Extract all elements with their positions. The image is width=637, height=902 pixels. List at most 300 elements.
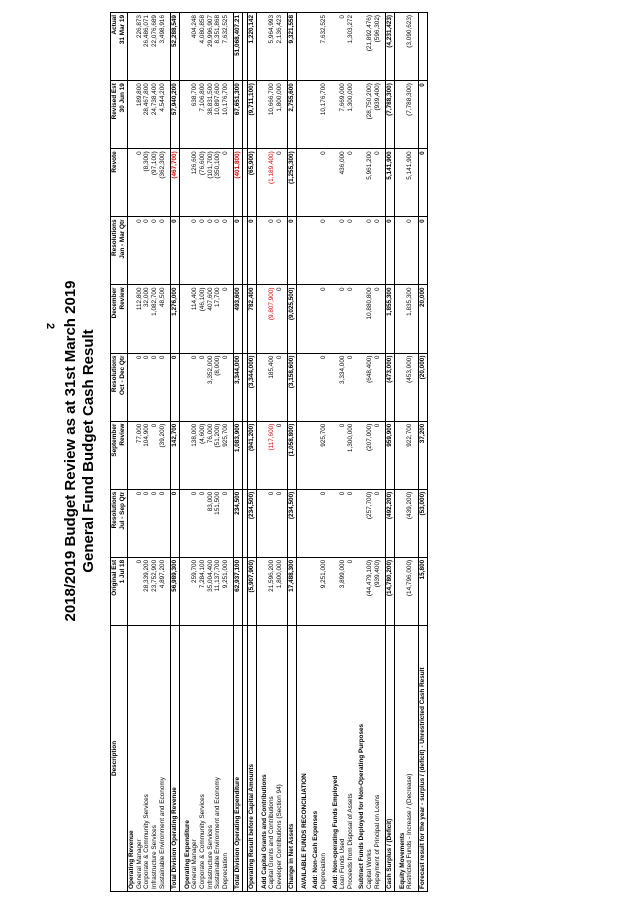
value-cell <box>128 421 136 489</box>
table-row <box>276 13 284 892</box>
value-cell: 38,831,500 <box>207 81 215 149</box>
value-cell: 0 <box>199 217 207 285</box>
table-header <box>111 13 128 892</box>
value-cell: (257,700) <box>366 489 374 557</box>
value-cell: (648,400) <box>366 353 374 421</box>
row-label: Capital Works <box>366 849 374 889</box>
value-cell: 0 <box>171 489 180 557</box>
row-label: Cash Surplus / (Deficit) <box>386 625 395 891</box>
value-cell <box>399 353 407 421</box>
column-header <box>111 13 128 81</box>
value-cell: 28,339,200 <box>143 557 151 625</box>
section-heading-row <box>128 13 136 892</box>
value-cell: 0 <box>151 353 159 421</box>
value-cell: (53,000) <box>419 489 428 557</box>
value-cell <box>332 285 340 353</box>
value-cell: 0 <box>339 13 347 81</box>
page-number: 2 <box>44 322 57 330</box>
value-cell: 226,873 <box>136 13 144 81</box>
value-cell: 17,700 <box>214 285 222 353</box>
value-cell <box>358 217 366 285</box>
value-cell: (76,600) <box>199 149 207 217</box>
value-cell <box>312 353 320 421</box>
column-header-line1: Description <box>111 740 118 777</box>
column-header-line2: Review <box>118 287 126 310</box>
value-cell: 436,000 <box>339 149 347 217</box>
column-header <box>111 149 128 217</box>
row-label: Repayment of Principal on Loans <box>373 794 381 889</box>
value-cell: (439,200) <box>406 489 414 557</box>
value-cell: (941,200) <box>247 421 256 489</box>
value-cell <box>312 81 320 149</box>
value-cell <box>312 489 320 557</box>
value-cell: 0 <box>222 489 230 557</box>
value-cell: 0 <box>320 489 328 557</box>
value-cell: (1,058,800) <box>288 421 297 489</box>
value-cell: 1,855,300 <box>386 285 395 353</box>
section-heading-row <box>399 13 407 892</box>
total-row <box>234 13 243 892</box>
row-label: Corporate & Community Services <box>198 794 206 889</box>
value-cell: 0 <box>222 285 230 353</box>
table-row <box>214 13 222 892</box>
value-cell: 51,068,407.21 <box>234 13 243 81</box>
value-cell <box>332 353 340 421</box>
value-cell: 0 <box>419 217 428 285</box>
value-cell: 1,303,272 <box>347 13 355 81</box>
row-label: Add: Non-operating Funds Employed <box>331 775 339 889</box>
value-cell: 138,000 <box>191 421 199 489</box>
value-cell: 112,800 <box>136 285 144 353</box>
table-row <box>366 13 374 892</box>
value-cell: 0 <box>276 489 284 557</box>
value-cell: (207,000) <box>366 421 374 489</box>
value-cell: 0 <box>171 353 180 421</box>
value-cell: 1,276,000 <box>171 285 180 353</box>
value-cell <box>184 149 192 217</box>
value-cell: 0 <box>374 353 382 421</box>
table-row <box>191 13 199 892</box>
value-cell: 0 <box>374 421 382 489</box>
value-cell <box>358 81 366 149</box>
value-cell: 0 <box>143 353 151 421</box>
value-cell <box>184 13 192 81</box>
value-cell <box>312 421 320 489</box>
column-header <box>111 217 128 285</box>
value-cell: 5,141,900 <box>386 149 395 217</box>
value-cell <box>399 421 407 489</box>
total-row <box>386 13 395 892</box>
section-heading-row <box>332 13 340 892</box>
value-cell <box>358 285 366 353</box>
row-label: Capital Grants and Contributions <box>268 796 276 889</box>
total-row <box>288 13 297 892</box>
value-cell: 0 <box>276 285 284 353</box>
value-cell: 0 <box>268 217 276 285</box>
value-cell: 1,083,900 <box>234 421 243 489</box>
value-cell: (117,600) <box>268 421 276 489</box>
value-cell <box>301 81 309 149</box>
value-cell: (51,200) <box>214 421 222 489</box>
value-cell: 0 <box>320 353 328 421</box>
value-cell <box>332 421 340 489</box>
column-header <box>111 353 128 421</box>
value-cell: 21,596,200 <box>268 557 276 625</box>
value-cell: 0 <box>151 489 159 557</box>
table-row <box>374 13 382 892</box>
row-label: Infrastructure Services <box>206 825 214 889</box>
column-header <box>111 489 128 557</box>
value-cell: 0 <box>159 217 167 285</box>
value-cell <box>128 353 136 421</box>
value-cell: (467,700) <box>171 149 180 217</box>
value-cell <box>184 217 192 285</box>
value-cell: 0 <box>159 489 167 557</box>
value-cell: 32,000 <box>143 285 151 353</box>
value-cell: 0 <box>374 285 382 353</box>
value-cell: 0 <box>136 149 144 217</box>
value-cell: (453,000) <box>406 353 414 421</box>
value-cell: (4,600) <box>199 421 207 489</box>
value-cell: 0 <box>222 217 230 285</box>
value-cell: 7,106,800 <box>199 81 207 149</box>
row-label: Infrastructure Services <box>150 825 158 889</box>
value-cell <box>128 217 136 285</box>
row-label: Subtract Funds Deployed for Non-Operating Purposes <box>358 723 366 889</box>
value-cell <box>184 489 192 557</box>
value-cell: 0 <box>151 421 159 489</box>
column-header-line2: Jan - Mar Qtr <box>118 219 126 259</box>
value-cell: 142,700 <box>171 421 180 489</box>
value-cell: 0 <box>143 217 151 285</box>
value-cell: 0 <box>320 149 328 217</box>
value-cell: 0 <box>199 489 207 557</box>
value-cell <box>261 489 269 557</box>
value-cell <box>332 557 340 625</box>
value-cell: (596,302) <box>374 13 382 81</box>
value-cell: (7,788,300) <box>386 81 395 149</box>
report-subtitle: General Fund Budget Cash Result <box>80 329 97 573</box>
value-cell <box>184 557 192 625</box>
value-cell <box>261 13 269 81</box>
column-header <box>111 81 128 149</box>
value-cell <box>301 421 309 489</box>
value-cell: 11,137,700 <box>214 557 222 625</box>
column-header-line2: 30 Jun 19 <box>118 83 126 113</box>
value-cell: 0 <box>276 353 284 421</box>
value-cell: (3,090,623) <box>406 13 414 81</box>
value-cell: (20,000) <box>419 353 428 421</box>
column-header-line1: Resolutions <box>111 491 118 529</box>
value-cell <box>399 149 407 217</box>
table-row <box>143 13 151 892</box>
value-cell: (362,300) <box>159 149 167 217</box>
value-cell: 0 <box>247 217 256 285</box>
column-header-line2: Oct - Dec Qtr <box>118 355 126 395</box>
column-header-line2: 31 Mar 19 <box>118 15 126 45</box>
value-cell: 0 <box>222 353 230 421</box>
value-cell <box>261 217 269 285</box>
value-cell: 0 <box>143 489 151 557</box>
value-cell: (3,344,000) <box>247 353 256 421</box>
value-cell: 0 <box>136 489 144 557</box>
value-cell <box>332 489 340 557</box>
value-cell <box>261 81 269 149</box>
value-cell: 0 <box>191 217 199 285</box>
table-row <box>222 13 230 892</box>
value-cell: (65,900) <box>247 149 256 217</box>
value-cell <box>301 353 309 421</box>
row-label: Operating Result before Capital Amounts <box>247 625 256 891</box>
row-label: Add Capital Grants and Contributions <box>260 774 268 889</box>
value-cell: 0 <box>136 353 144 421</box>
value-cell: (21,892,476) <box>366 13 374 81</box>
value-cell: 0 <box>339 217 347 285</box>
value-cell <box>301 557 309 625</box>
value-cell: 922,700 <box>406 421 414 489</box>
value-cell: 0 <box>320 285 328 353</box>
value-cell: 104,900 <box>143 421 151 489</box>
value-cell <box>301 13 309 81</box>
value-cell: 0 <box>347 557 355 625</box>
value-cell <box>301 149 309 217</box>
value-cell: 0 <box>136 217 144 285</box>
value-cell: (234,500) <box>288 489 297 557</box>
value-cell: 67,651,300 <box>234 81 243 149</box>
value-cell: 3,899,000 <box>339 557 347 625</box>
value-cell: 0 <box>347 217 355 285</box>
value-cell: 925,700 <box>222 421 230 489</box>
value-cell: 5,961,200 <box>366 149 374 217</box>
value-cell: (1,255,300) <box>288 149 297 217</box>
value-cell <box>332 13 340 81</box>
value-cell <box>261 285 269 353</box>
value-cell: 4,080,858 <box>199 13 207 81</box>
value-cell: 1,835,300 <box>406 285 414 353</box>
value-cell <box>261 353 269 421</box>
value-cell: 404,248 <box>191 13 199 81</box>
table-row <box>339 13 347 892</box>
column-header-line2 <box>119 628 127 889</box>
value-cell: 114,400 <box>191 285 199 353</box>
value-cell <box>184 285 192 353</box>
table-body <box>128 13 427 892</box>
value-cell: 0 <box>136 557 144 625</box>
value-cell <box>128 13 136 81</box>
row-label: AVAILABLE FUNDS RECONCILIATION <box>300 773 308 889</box>
total-row <box>171 13 180 892</box>
row-label: Add: Non-Cash Expenses <box>312 810 320 889</box>
column-header <box>111 421 128 489</box>
value-cell: 0 <box>234 217 243 285</box>
value-cell: (473,000) <box>386 353 395 421</box>
value-cell: 189,800 <box>136 81 144 149</box>
row-label: Operating Expenditure <box>183 820 191 889</box>
row-label: Restricted Funds - Increase / (Decrease) <box>406 773 414 889</box>
value-cell: 29,996,907 <box>207 13 215 81</box>
value-cell: 0 <box>320 217 328 285</box>
value-cell: 83,000 <box>207 489 215 557</box>
value-cell <box>128 557 136 625</box>
value-cell: 0 <box>419 81 428 149</box>
value-cell: (97,100) <box>151 149 159 217</box>
value-cell: 3,352,000 <box>207 353 215 421</box>
section-heading-row <box>261 13 269 892</box>
table-row <box>159 13 167 892</box>
row-label: General Manager <box>191 839 199 889</box>
value-cell: (7,788,300) <box>406 81 414 149</box>
value-cell: (8,300) <box>143 149 151 217</box>
value-cell <box>399 489 407 557</box>
value-cell: 10,176,700 <box>320 81 328 149</box>
value-cell: 2,755,600 <box>288 81 297 149</box>
value-cell: (939,400) <box>374 81 382 149</box>
value-cell: 0 <box>171 217 180 285</box>
value-cell: (44,479,100) <box>366 557 374 625</box>
value-cell <box>358 421 366 489</box>
row-label: Depreciation <box>221 853 229 889</box>
value-cell: 7,632,525 <box>222 13 230 81</box>
row-label: Total Division Operating Expenditure <box>234 625 243 891</box>
value-cell: (5,907,900) <box>247 557 256 625</box>
table-row <box>151 13 159 892</box>
row-label: Sustainable Environment and Economy <box>158 777 166 889</box>
value-cell: 959,900 <box>386 421 395 489</box>
value-cell: (1,189,400) <box>268 149 276 217</box>
row-label: Developer Contributions (Section 94) <box>275 784 283 889</box>
row-label: Loan Funds Used <box>339 838 347 889</box>
value-cell: 77,000 <box>136 421 144 489</box>
value-cell: 8,351,868 <box>214 13 222 81</box>
value-cell: 9,251,000 <box>222 557 230 625</box>
value-cell: 0 <box>268 489 276 557</box>
value-cell: 126,600 <box>191 149 199 217</box>
value-cell: (4,231,423) <box>386 13 395 81</box>
section-heading-row <box>358 13 366 892</box>
value-cell: 28,467,800 <box>143 81 151 149</box>
column-header-line1: Revised Est <box>111 83 118 120</box>
value-cell: 0 <box>276 217 284 285</box>
section-heading-row <box>184 13 192 892</box>
value-cell: 0 <box>419 149 428 217</box>
value-cell: 62,937,100 <box>234 557 243 625</box>
value-cell: 259,700 <box>191 557 199 625</box>
value-cell <box>312 217 320 285</box>
value-cell: 15,800 <box>419 557 428 625</box>
value-cell: (492,200) <box>386 489 395 557</box>
table-row <box>320 13 328 892</box>
value-cell: 407,600 <box>207 285 215 353</box>
column-header-line1: Resolutions <box>111 355 118 393</box>
value-cell <box>399 217 407 285</box>
value-cell: 151,500 <box>214 489 222 557</box>
value-cell: 3,344,000 <box>234 353 243 421</box>
value-cell: 234,500 <box>234 489 243 557</box>
value-cell: 1,300,000 <box>347 81 355 149</box>
column-header-line1: Resolutions <box>111 219 118 256</box>
value-cell: 37,200 <box>419 421 428 489</box>
section-heading-row <box>301 13 309 892</box>
value-cell: 52,288,549 <box>171 13 180 81</box>
budget-table <box>110 12 428 892</box>
value-cell: 0 <box>199 353 207 421</box>
value-cell <box>332 81 340 149</box>
value-cell <box>128 149 136 217</box>
value-cell <box>358 489 366 557</box>
table-row <box>406 13 414 892</box>
value-cell <box>399 81 407 149</box>
value-cell: 10,666,700 <box>268 81 276 149</box>
value-cell: 925,700 <box>320 421 328 489</box>
value-cell: 17,488,300 <box>288 557 297 625</box>
value-cell: (39,200) <box>159 421 167 489</box>
value-cell: 4,897,200 <box>159 557 167 625</box>
value-cell: 0 <box>406 217 414 285</box>
value-cell: 2,136,423 <box>276 13 284 81</box>
column-header <box>111 285 128 353</box>
value-cell: 7,669,000 <box>339 81 347 149</box>
value-cell: (3,158,600) <box>288 353 297 421</box>
table-row <box>347 13 355 892</box>
value-cell <box>312 557 320 625</box>
value-cell: 22,076,689 <box>151 13 159 81</box>
value-cell: (9,025,500) <box>288 285 297 353</box>
value-cell: (46,100) <box>199 285 207 353</box>
value-cell: (401,800) <box>234 149 243 217</box>
value-cell: 48,500 <box>159 285 167 353</box>
value-cell: 56,989,300 <box>171 557 180 625</box>
report-title: 2018/2019 Budget Review as at 31st March 2019 <box>62 280 79 622</box>
column-header-line1: December <box>111 287 118 319</box>
value-cell: 0 <box>374 489 382 557</box>
value-cell <box>261 557 269 625</box>
value-cell: 0 <box>276 421 284 489</box>
value-cell: 0 <box>288 217 297 285</box>
value-cell: 782,400 <box>247 285 256 353</box>
value-cell: 0 <box>347 149 355 217</box>
value-cell: 0 <box>374 149 382 217</box>
value-cell <box>358 13 366 81</box>
total-row <box>419 13 428 892</box>
value-cell: 0 <box>347 489 355 557</box>
value-cell <box>301 217 309 285</box>
row-label: General Manager <box>135 839 143 889</box>
column-header-line1: Actual <box>111 15 118 35</box>
value-cell: 7,632,525 <box>320 13 328 81</box>
value-cell: (234,500) <box>247 489 256 557</box>
value-cell <box>358 149 366 217</box>
table-row <box>136 13 144 892</box>
value-cell <box>399 557 407 625</box>
value-cell: 5,141,900 <box>406 149 414 217</box>
value-cell: 1,082,700 <box>151 285 159 353</box>
value-cell: 0 <box>191 489 199 557</box>
value-cell: 0 <box>347 285 355 353</box>
value-cell: 0 <box>339 421 347 489</box>
value-cell: 1,800,000 <box>276 81 284 149</box>
value-cell <box>184 81 192 149</box>
value-cell <box>332 217 340 285</box>
value-cell: 35,004,400 <box>207 557 215 625</box>
value-cell: (9,807,900) <box>268 285 276 353</box>
value-cell: 1,220,142 <box>247 13 256 81</box>
value-cell: (28,750,200) <box>366 81 374 149</box>
column-header-line2: Jul - Sep Qtr <box>118 491 126 530</box>
row-label: Corporate & Community Services <box>143 794 151 889</box>
value-cell: 9,251,000 <box>320 557 328 625</box>
row-label: Equity Movements <box>398 832 406 889</box>
value-cell <box>419 13 428 81</box>
